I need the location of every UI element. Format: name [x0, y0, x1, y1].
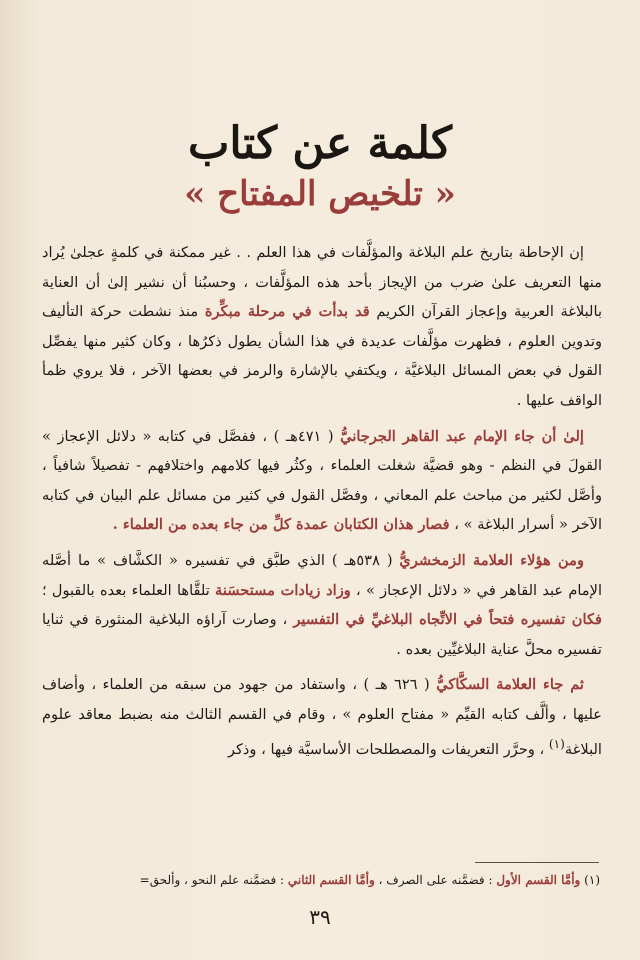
paragraph-1: [42, 238, 602, 416]
p3-highlight-name: ومن هؤلاء العلامة الزمخشريُّ: [399, 551, 584, 569]
footnote-number: (١): [584, 873, 600, 887]
footnote-text-1: : فضمَّنه على الصرف ،: [374, 873, 497, 887]
footnote-ref: (١): [548, 736, 565, 751]
p1-text-c: منذ نشطت حركة التأليف وتدوين العلوم ، فظهرت مؤلَّفات عديدة في هذا الشأن يطول ذكرُها ، وكان كثير منها يفصِّل القول في بعض المسائل البلاغيَّة ، ويكتفي بالإشارة والرمز في بعضها الآخر ، فلا يروي ظمأ الواقف عليها .: [42, 303, 602, 409]
p2-highlight-end: فصار هذان الكتابان عمدة كلِّ من جاء بعده من العلماء .: [112, 516, 450, 534]
footnote-text-2: : فضمَّنه علم النحو ، وألحق=: [139, 873, 288, 887]
p4-highlight-name: ثم جاء العلامة السكَّاكيُّ: [436, 676, 584, 694]
p3-text-b: ( ٥٣٨هـ ) الذي طبَّق في تفسيره « الكشَّاف » ما أصَّله الإمام عبد القاهر في « دلائل الإعجاز » ،: [42, 551, 602, 599]
paragraph-2: [42, 422, 602, 540]
p4-text-b: ( ٦٢٦ هـ ) ، واستفاد من جهود من سبقه من العلماء ، وأضاف عليها ، وألَّف كتابه القيِّم « مفتاح العلوم » ، وقام في القسم الثالث منه بضبط معاقد علوم البلاغة: [42, 676, 602, 758]
paragraph-3: [42, 546, 602, 664]
p2-highlight-name: إلىٰ أن جاء الإمام عبد القاهر الجرجانيُّ: [340, 427, 584, 445]
p4-text-c: ، وحرَّر التعريفات والمصطلحات الأساسيَّة فيها ، وذكر: [227, 740, 549, 758]
p3-highlight-c: وزاد زيادات مستحسَنة: [215, 581, 351, 599]
footnote-label-2: وأمَّا القسم الثاني: [287, 873, 375, 887]
footnote: [40, 870, 600, 890]
p3-text-d: تلقَّاها العلماء بعده بالقبول ؛: [42, 581, 216, 599]
footnote-label-1: وأمَّا القسم الأول: [496, 873, 581, 887]
footnote-divider: [475, 862, 599, 863]
heading-title: كلمة عن كتاب: [188, 118, 452, 169]
page-number: ٣٩: [309, 905, 331, 929]
p3-text-f: ، وصارت آراؤه البلاغية المنثورة في ثنايا تفسيره محلَّ عناية البلاغيِّين بعده .: [42, 611, 602, 658]
p3-highlight-e: فكان تفسيره فتحاً في الاتِّجاه البلاغيِّ في التفسير: [293, 611, 603, 629]
p1-text-a: إن الإحاطة بتاريخ علم البلاغة والمؤلَّفات في هذا العلم . . غير ممكنة في كلمةٍ عجلىٰ يُراد منها التعريف علىٰ ضرب من الإيجاز بأحد هذه المؤلَّفات ، وحسبُنا أن نشير إلىٰ أن العناية بالبلاغة العربية وإعجاز القرآن الكريم: [42, 244, 603, 321]
body-text: [42, 238, 602, 770]
chapter-heading: [0, 118, 640, 216]
paragraph-4: [42, 670, 602, 764]
heading-book-name: « تلخيص المفتاح »: [184, 174, 456, 214]
p2-text-b: ( ٤٧١هـ ) ، ففصَّل في كتابه « دلائل الإعجاز » القولَ في النظم - وهو قضيَّة شغلت العلماء ، وكثُر فيها كلامهم واختلافهم - تفصيلاً شافياً ، وأصَّل لكثير من مباحث علم المعاني ، وفصَّل القول في كثير من مسائل علم البيان في كتابه الآخر « أسرار البلاغة » ،: [42, 427, 602, 534]
p1-highlight: قد بدأت في مرحلة مبكِّرة: [204, 303, 370, 321]
